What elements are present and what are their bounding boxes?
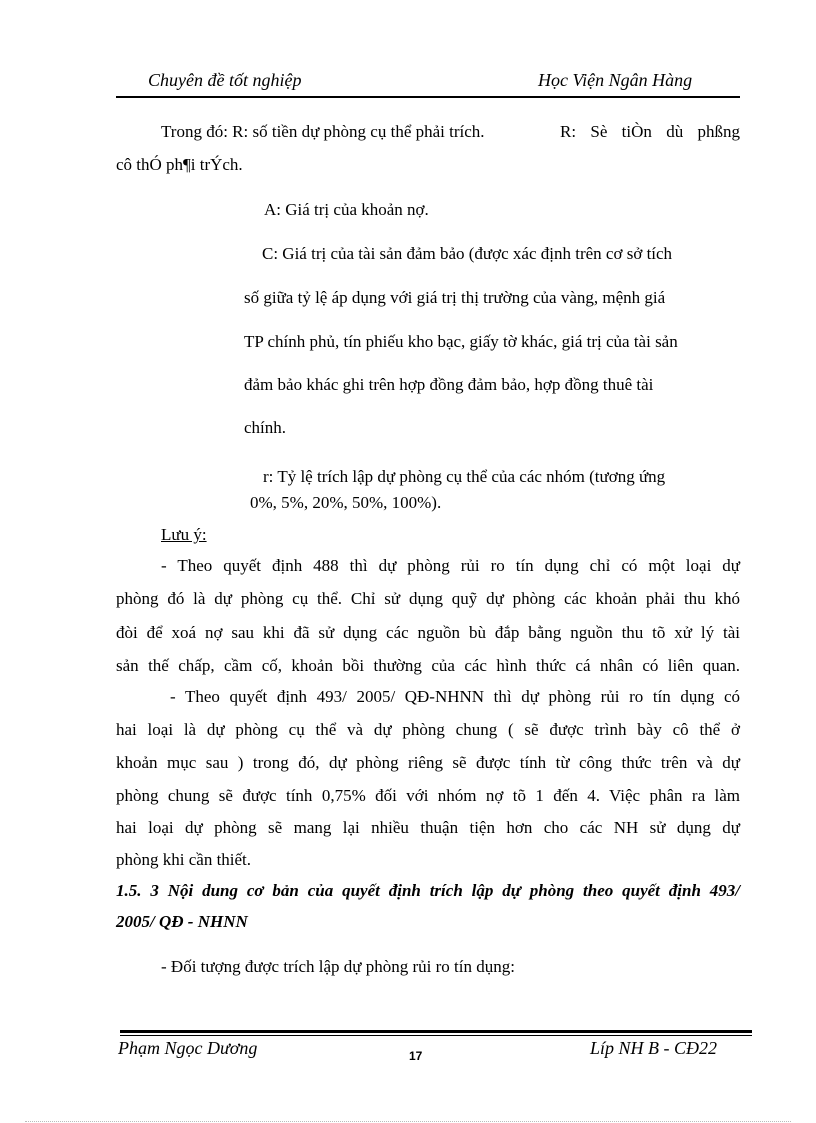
definition-a: A: Giá trị của khoản nợ.: [264, 200, 429, 219]
definition-r-line1: Trong đó: R: số tiền dự phòng cụ thể phải trích.: [161, 122, 485, 141]
section-heading: 1.5. 3 Nội dung cơ bản của quyết định trích lập dự phòng theo quyết định 493/: [116, 881, 740, 900]
note-para2-line: phòng chung sẽ được tính 0,75% đối với nhóm nợ tõ 1 đến 4. Việc phân ra làm: [116, 786, 740, 805]
definition-c-line: chính.: [244, 418, 287, 437]
definition-r-rate-line: r: Tỷ lệ trích lập dự phòng cụ thể của các nhóm (tương ứng: [263, 467, 666, 486]
definition-c-line: C: Giá trị của tài sản đảm bảo (được xác định trên cơ sở tích: [262, 244, 673, 263]
section-heading-line2: 2005/ QĐ - NHNN: [116, 912, 248, 931]
note-para2-line: - Theo quyết định 493/ 2005/ QĐ-NHNN thì dự phòng rủi ro tín dụng có: [170, 687, 740, 706]
note-label: Lưu ý:: [161, 525, 207, 544]
header-left: Chuyên đề tốt nghiệp: [148, 70, 302, 90]
footer-class: Líp NH B - CĐ22: [590, 1038, 718, 1058]
note-para2-line: phòng khi cần thiết.: [116, 850, 252, 869]
definition-c-line: số giữa tỷ lệ áp dụng với giá trị thị trường của vàng, mệnh giá: [244, 288, 666, 307]
definition-r-rate-line: 0%, 5%, 20%, 50%, 100%).: [250, 493, 442, 512]
definition-r-garbled: R: Sè tiÒn dù phßng: [560, 122, 740, 141]
note-para2-line: hai loại dự phòng sẽ mang lại nhiều thuận tiện hơn cho các NH sử dụng dự: [116, 818, 740, 837]
note-para1-line: sản thế chấp, cầm cố, khoản bồi thường của các hình thức cá nhân có liên quan.: [116, 656, 740, 675]
note-para1-line: đòi để xoá nợ sau khi đã sử dụng các nguồn bù đắp bằng nguồn thu tõ xử lý tài: [116, 623, 740, 642]
definition-c-line: TP chính phủ, tín phiếu kho bạc, giấy tờ khác, giá trị của tài sản: [244, 332, 678, 351]
note-para2-line: hai loại là dự phòng cụ thể và dự phòng chung ( sẽ được trình bày cô thể ở: [116, 720, 740, 739]
note-para1-line: - Theo quyết định 488 thì dự phòng rủi ro tín dụng chỉ có một loại dự: [161, 556, 740, 575]
header-rule: [116, 96, 740, 98]
page-number: 17: [409, 1049, 423, 1063]
header-right: Học Viện Ngân Hàng: [538, 70, 693, 90]
definition-r-line2: cô thÓ ph¶i trÝch.: [116, 155, 243, 174]
footer-rule-thick: [120, 1030, 752, 1033]
note-para2-line: khoản mục sau ) trong đó, dự phòng riêng sẽ được tính từ công thức trên và dự: [116, 753, 740, 772]
footer-rule-thin: [120, 1035, 752, 1036]
section-item: - Đối tượng được trích lập dự phòng rủi ro tín dụng:: [161, 957, 515, 976]
note-para1-line: phòng đó là dự phòng cụ thể. Chỉ sử dụng quỹ dự phòng các khoản phải thu khó: [116, 589, 740, 608]
definition-c-line: đảm bảo khác ghi trên hợp đồng đảm bảo, hợp đồng thuê tài: [244, 375, 654, 394]
page-bottom-dotted-line: [25, 1121, 791, 1122]
footer-author: Phạm Ngọc Dương: [118, 1038, 258, 1058]
